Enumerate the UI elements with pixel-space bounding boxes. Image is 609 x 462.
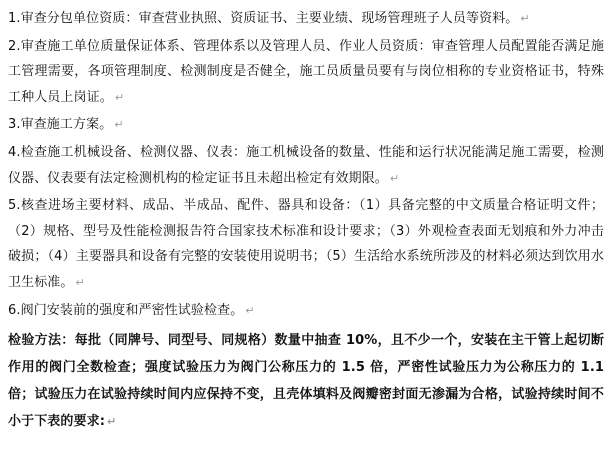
inspection-method-text: 检验方法：每批（同牌号、同型号、同规格）数量中抽查 10%，且不少一个，安装在主干管上起切断作用的阀门全数检查；强度试验压力为阀门公称压力的 1.5 倍，严密性试验压力为公称压力的 1.1 倍；试验压力在试验持续时间内应保持不变，且壳体填料及阀瓣密封面无渗漏为合格，试验持续时间不小于下表的要求: <box>8 333 604 430</box>
paragraph-4-text: 4.检查施工机械设备、检测仪器、仪表：施工机械设备的数量、性能和运行状况能满足施工需要，检测仪器、仪表要有法定检测机构的检定证书且未超出检定有效期限。 <box>8 144 604 186</box>
paragraph-5 <box>8 193 604 295</box>
document-body <box>8 6 604 437</box>
paragraph-mark-icon: ↵ <box>245 303 255 317</box>
paragraph-5-text: 5.核查进场主要材料、成品、半成品、配件、器具和设备：（1）具备完整的中文质量合格证明文件；（2）规格、型号及性能检测报告符合国家技术标准和设计要求；（3）外观检查表面无划痕和外力冲击破损；（4）主要器具和设备有完整的安装使用说明书；（5）生活给水系统所涉及的材料必须达到饮用水卫生标准。 <box>8 198 604 290</box>
paragraph-mark-icon: ↵ <box>114 90 125 104</box>
paragraph-3-text: 3.审查施工方案。 <box>8 117 113 133</box>
paragraph-1-text: 1.审查分包单位资质：审查营业执照、资质证书、主要业绩、现场管理班子人员等资料。 <box>8 11 519 26</box>
paragraph-mark-icon: ↵ <box>114 118 124 132</box>
paragraph-6 <box>8 298 604 324</box>
paragraph-4 <box>8 140 604 191</box>
paragraph-6-text: 6.阀门安装前的强度和严密性试验检查。 <box>8 302 244 318</box>
paragraph-2 <box>8 34 604 111</box>
paragraph-1 <box>8 6 604 32</box>
paragraph-2-text: 2.审查施工单位质量保证体系、管理体系以及管理人员、作业人员资质：审查管理人员配置能否满足施工管理需要，各项管理制度、检测制度是否健全，施工员质量员要有与岗位相称的专业资格证书，特殊工种人员上岗证。 <box>8 38 604 105</box>
paragraph-mark-icon: ↵ <box>75 275 85 289</box>
inspection-method-paragraph <box>8 327 604 435</box>
paragraph-mark-icon: ↵ <box>389 171 400 185</box>
paragraph-mark-icon: ↵ <box>107 415 117 429</box>
paragraph-mark-icon: ↵ <box>520 12 530 25</box>
paragraph-3 <box>8 112 604 138</box>
